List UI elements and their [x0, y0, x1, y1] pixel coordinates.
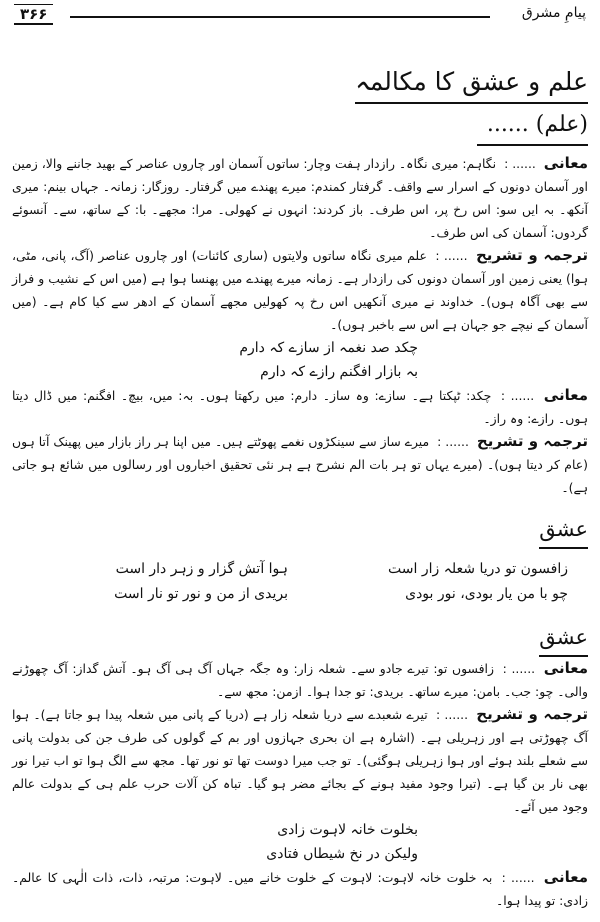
dots: ...... :: [435, 248, 468, 263]
dots: ...... :: [500, 388, 535, 403]
meanings-label: معانی: [543, 386, 588, 404]
meanings-paragraph: [12, 866, 588, 912]
translation-label: ترجمہ و تشریح: [476, 432, 588, 450]
meanings-paragraph: [12, 384, 588, 430]
translation-paragraph: [12, 703, 588, 818]
section-heading: عشق: [539, 621, 588, 657]
translation-label: ترجمہ و تشریح: [476, 705, 588, 723]
meanings-label: معانی: [543, 868, 588, 886]
meanings-line: بہ خلوت خانہ لاہوت: لاہوت کے خلوت خانے میں۔ لاہوت: مرتبہ، ذات، ذات الٰہی کا عالم۔ زادی: تو پیدا ہوا۔: [12, 870, 588, 908]
dots: ...... :: [437, 434, 469, 449]
translation-paragraph: [12, 244, 588, 336]
meanings-label: معانی: [543, 154, 588, 172]
chapter-title: علم و عشق کا مکالمہ: [355, 64, 588, 104]
verse-line: بہ بازار افگنم رازے کہ دارم: [260, 364, 418, 380]
translation-line: تیرے شعبدے سے دریا شعلہ زار ہے (دریا کے پانی میں شعلہ پیدا ہو جاتا ہے)۔ ہوا آگ چھوڑتی: [12, 707, 588, 745]
verse-line: ہوا آتش گزار و زہر دار است: [115, 561, 288, 577]
header-rule: [70, 16, 490, 18]
translation-line: ہوں)۔ (میرے یہاں تو ہر بات الم نشرح ہے ہر نئی تحقیق اخباروں اور رسالوں میں شائع ہو جاتی ہے)۔: [12, 457, 588, 495]
subtitle-wrap: [12, 110, 588, 146]
dots: ...... :: [502, 661, 536, 676]
running-header-bar: [12, 2, 588, 28]
meanings-line: نگاہم: میری نگاہ۔ رازدار ہفت وچار: ساتوں آسمان اور چاروں عناصر کے بھید جاننے والا، زمین اور آسمان دونوں: [12, 156, 588, 194]
running-header: پیامِ مشرق: [521, 5, 586, 21]
verse-line: بریدی از من و نور تو نار است: [114, 586, 288, 602]
meanings-paragraph: [12, 657, 588, 703]
meanings-paragraph: [12, 152, 588, 244]
dots: ...... :: [504, 156, 536, 171]
section-heading: عشق: [539, 513, 588, 549]
meanings-line: زافسوں تو: تیرے جادو سے۔ شعلہ زار: وہ جگہ جہاں آگ ہی آگ ہو۔ آتش گداز: آگ چھوڑنے والی۔ چو: جب۔: [12, 661, 588, 699]
couplet: [12, 818, 588, 866]
translation-line: ہوگئی)۔ تو جب میرا دوست تھا تو نور تھا۔ مجھ سے الگ ہوا تو اب تیرا نور بھی نار بن گیا ہے۔ (تیرا وجود مفید ہونے کے بجائے مضر ہو گیا۔: [12, 753, 588, 791]
heading-wrap: [12, 513, 588, 549]
translation-line: تباہ کن آلات حرب علم ہی کے بدولت عالم وجود میں آئے۔: [12, 776, 588, 814]
meanings-line: بامن: میرے ساتھ۔ بریدی: تو جدا ہوا۔ ازمن: مجھ سے۔: [216, 684, 501, 699]
title-wrap: [12, 64, 588, 104]
verse-line: بخلوت خانہ لاہوت زادی: [277, 822, 418, 838]
translation-label: ترجمہ و تشریح: [475, 246, 588, 264]
heading-wrap: [12, 621, 588, 657]
verse-line: زافسون تو دریا شعلہ زار است: [388, 561, 568, 577]
translation-line: میرے ساز سے سینکڑوں نغمے پھوٹتے ہیں۔ میں اپنا ہر راز بازار میں پھینک آتا ہوں (عام کر دیتا: [12, 434, 588, 472]
dots: ...... :: [501, 870, 535, 885]
meanings-line: چکد: ٹپکتا ہے۔ سازے: وہ ساز۔ دارم: میں رکھتا ہوں۔ بہ: میں، بیچ۔ افگنم: میں ڈال دیتا ہوں۔ رازے: وہ راز۔: [12, 388, 588, 426]
meanings-label: معانی: [543, 659, 588, 677]
section-subtitle: (علم) ......: [477, 110, 588, 146]
translation-line: اور آسمان دونوں کی رازدار ہے۔ زمانہ میرے پھندے میں پھنسا ہوا ہے (میں اس کے نشیب و فراز سے بھی آگاہ ہوں)۔ خداوند نے: [12, 271, 588, 309]
verse-line: ولیکن در نخ شیطاں فتادی: [266, 846, 418, 862]
translation-line: علم میری نگاہ ساتوں ولایتوں (ساری کائنات) اور چاروں عناصر (آگ، پانی، مٹی، ہوا) یعنی زمین: [12, 248, 588, 286]
couplet-two-column: [32, 557, 568, 607]
page-number: ۳۶۶: [14, 4, 53, 25]
translation-line: میری آنکھیں اس رخ پہ کھولیں مجھے آسمان کے ادھر سے کیا کام ہے۔ (میں آسمان کے نیچے جو جہان ہے اس سے باخبر ہوں)۔: [12, 294, 588, 332]
verse-line: چکد صد نغمہ از سازے کہ دارم: [239, 340, 418, 356]
meanings-line: کے اسرار سے واقف۔ گرفتار کمندم: میرے پھندے میں گرفتار۔ روزگار: زمانہ۔ جہاں بینم: میری آنکھ۔ بہ ایں سو: اس رخ پر، اس: [12, 179, 588, 217]
couplet: [12, 336, 588, 384]
meanings-line: طرف۔ باز کردند: انہوں نے کھولی۔ مرا: مجھے۔ با: کے ساتھ، سے۔ آنسوئے گردوں: آسمان کی اس طرف۔: [12, 202, 588, 240]
translation-paragraph: [12, 430, 588, 499]
dots: ...... :: [435, 707, 469, 722]
translation-line: ہے اور زہریلی ہے۔ (اشارہ ہے ان بحری جہازوں اور بم کے گولوں کی طرف جن کی بدولت پانی سے شعلے بلند ہوئے اور ہوا زہریلی: [12, 730, 588, 768]
verse-line: چو با من یار بودی، نور بودی: [405, 586, 568, 602]
